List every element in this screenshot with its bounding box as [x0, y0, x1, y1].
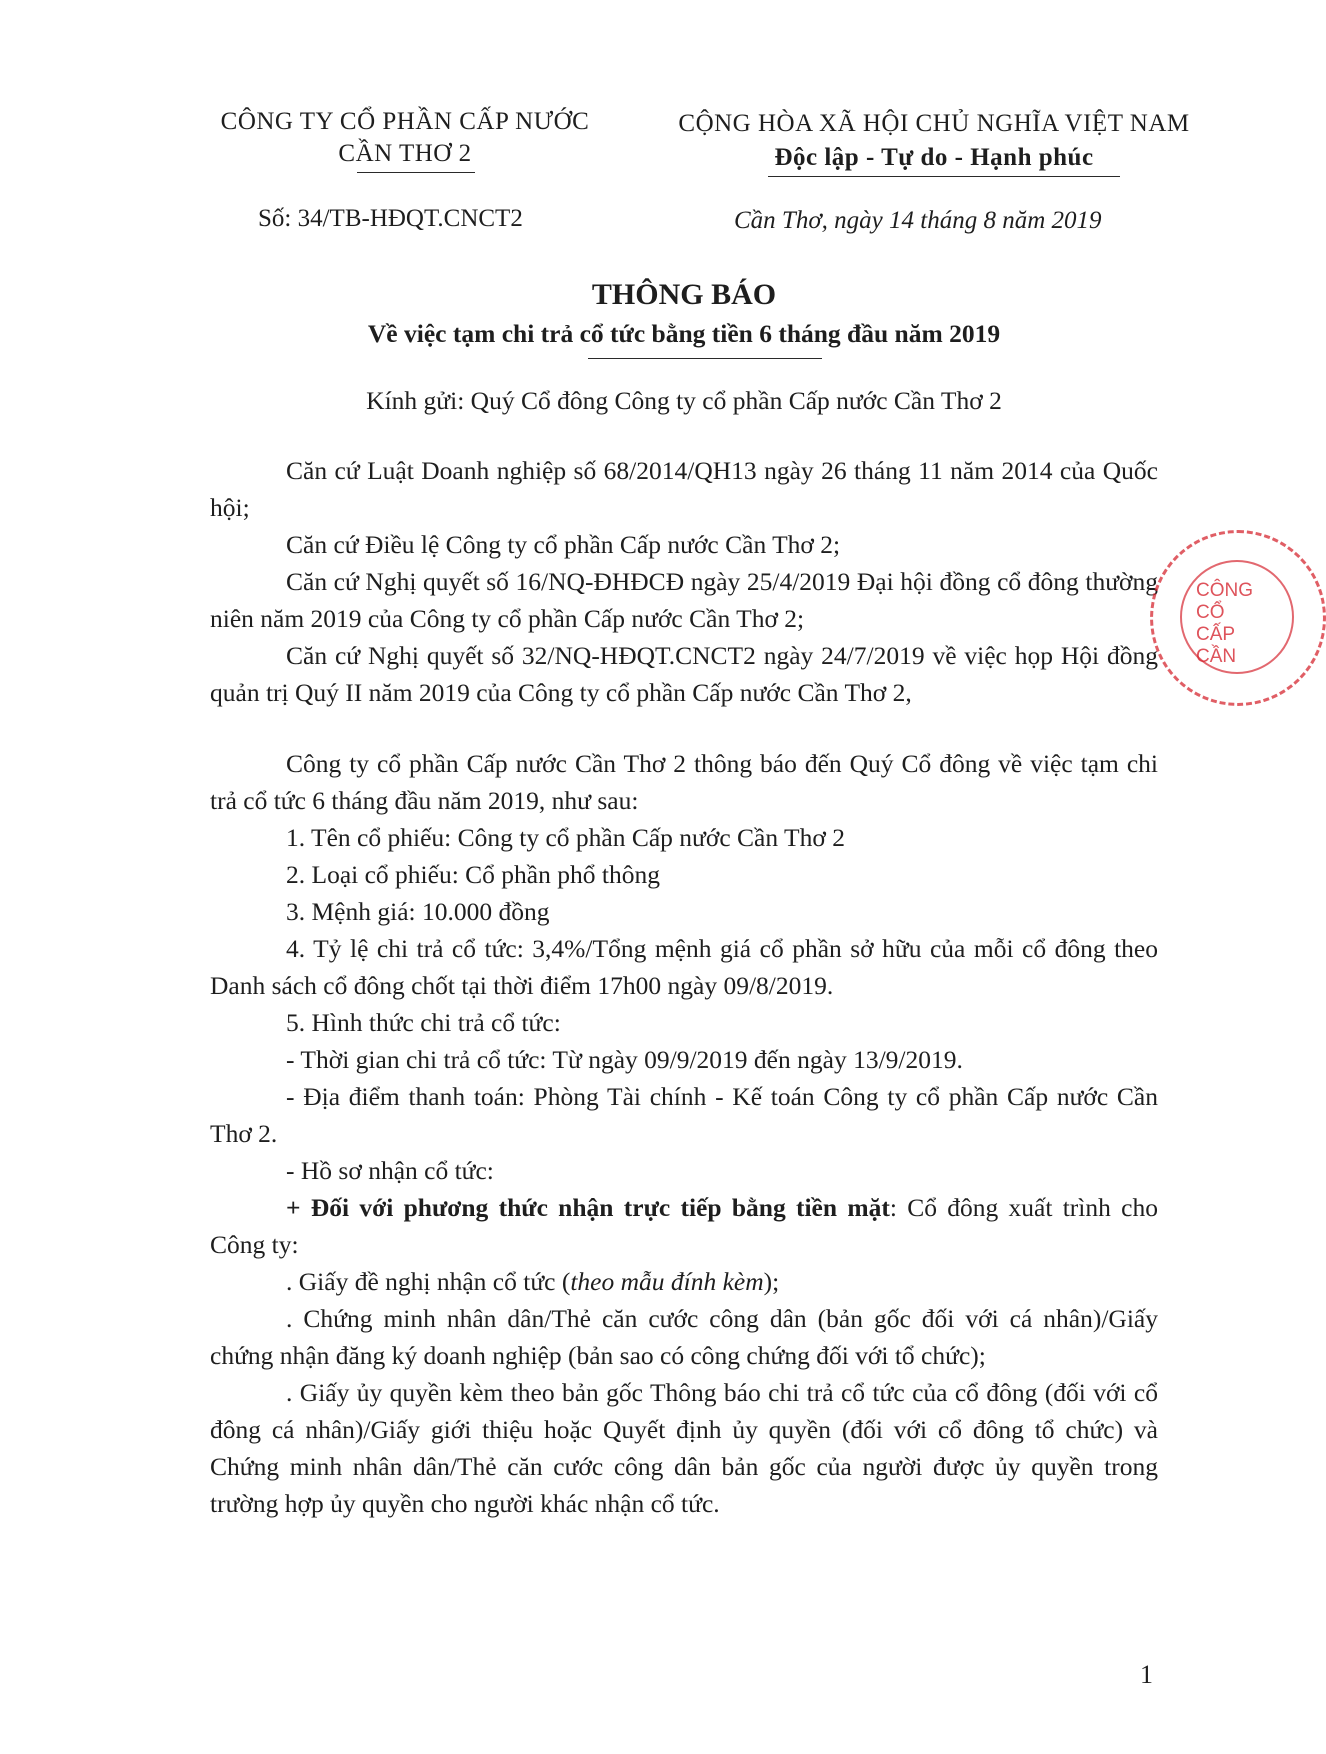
company-underline [357, 172, 475, 173]
basis-agm-resolution: Căn cứ Nghị quyết số 16/NQ-ĐHĐCĐ ngày 25/4/2019 Đại hội đồng cổ đông thường niên năm 2019 của Công ty cổ phần Cấp nước Cần Thơ 2; [210, 567, 1158, 633]
item-payment-location: - Địa điểm thanh toán: Phòng Tài chính - Kế toán Công ty cổ phần Cấp nước Cần Thơ 2. [210, 1082, 1158, 1148]
company-name-line2: CẦN THƠ 2 [338, 140, 472, 167]
legal-bases [210, 452, 1158, 711]
announcement-body [210, 745, 1158, 1522]
national-motto [648, 110, 1220, 172]
place-date: Cần Thơ, ngày 14 tháng 8 năm 2019 [734, 207, 1102, 234]
document-title: THÔNG BÁO [591, 278, 777, 311]
item-par-value: 3. Mệnh giá: 10.000 đồng [286, 897, 550, 926]
cash-bullet-id: . Chứng minh nhân dân/Thẻ căn cước công dân (bản gốc đối với cá nhân)/Giấy chứng nhận đăng ký doanh nghiệp (bản sao có công chứng đối với tổ chức); [210, 1304, 1158, 1370]
cash-method-label: + Đối với phương thức nhận trực tiếp bằng tiền mặt [286, 1193, 890, 1222]
document-number: Số: 34/TB-HĐQT.CNCT2 [258, 205, 523, 232]
company-seal-text: CÔNG CỔ CẤP CẦN [1196, 580, 1253, 667]
basis-charter: Căn cứ Điều lệ Công ty cổ phần Cấp nước Cần Thơ 2; [286, 530, 841, 559]
item-payment-time: - Thời gian chi trả cổ tức: Từ ngày 09/9/2019 đến ngày 13/9/2019. [286, 1045, 963, 1074]
item-stock-name: 1. Tên cổ phiếu: Công ty cổ phần Cấp nước Cần Thơ 2 [286, 823, 845, 852]
cash-bullet-authorization: . Giấy ủy quyền kèm theo bản gốc Thông báo chi trả cổ tức của cổ đông (đối với cổ đông cá nhân)/Giấy giới thiệu hoặc Quyết định ủy quyền (đối với cổ đông tổ chức) và Chứng minh nhân dân/Thẻ căn cước công dân bản gốc của người được ủy quyền trong trường hợp ủy quyền cho người khác nhận cổ tức. [210, 1378, 1158, 1518]
item-documents: - Hồ sơ nhận cổ tức: [286, 1156, 494, 1185]
item-dividend-ratio: 4. Tỷ lệ chi trả cổ tức: 3,4%/Tổng mệnh giá cổ phần sở hữu của mỗi cổ đông theo Danh sách cổ đông chốt tại thời điểm 17h00 ngày 09/8/2019. [210, 934, 1158, 1000]
company-name [190, 108, 620, 168]
motto: Độc lập - Tự do - Hạnh phúc [774, 144, 1094, 171]
basis-law: Căn cứ Luật Doanh nghiệp số 68/2014/QH13 ngày 26 tháng 11 năm 2014 của Quốc hội; [210, 456, 1158, 522]
page-number: 1 [1140, 1660, 1153, 1689]
document-subtitle: Về việc tạm chi trả cổ tức bằng tiền 6 tháng đầu năm 2019 [367, 319, 1001, 348]
basis-board-resolution: Căn cứ Nghị quyết số 32/NQ-HĐQT.CNCT2 ngày 24/7/2019 về việc họp Hội đồng quản trị Quý II năm 2019 của Công ty cổ phần Cấp nước Cần Thơ 2, [210, 641, 1158, 707]
item-payment-method: 5. Hình thức chi trả cổ tức: [286, 1008, 561, 1037]
cash-bullet-request-form: . Giấy đề nghị nhận cổ tức (theo mẫu đính kèm); [286, 1267, 780, 1296]
intro-paragraph: Công ty cổ phần Cấp nước Cần Thơ 2 thông báo đến Quý Cổ đông về việc tạm chi trả cổ tức 6 tháng đầu năm 2019, như sau: [210, 749, 1158, 815]
company-name-line1: CÔNG TY CỔ PHẦN CẤP NƯỚC [220, 108, 590, 135]
item-stock-type: 2. Loại cổ phiếu: Cổ phần phổ thông [286, 860, 660, 889]
motto-underline [768, 176, 1120, 177]
recipient-line: Kính gửi: Quý Cổ đông Công ty cổ phần Cấp nước Cần Thơ 2 [366, 386, 1002, 415]
cash-method-rest: : Cổ đông xuất trình cho Công ty: [210, 1193, 1158, 1259]
nation-name: CỘNG HÒA XÃ HỘI CHỦ NGHĨA VIỆT NAM [678, 110, 1190, 137]
cash-method [210, 1189, 1158, 1263]
title-underline [588, 358, 822, 359]
cash-bullet-form-note: theo mẫu đính kèm [570, 1267, 764, 1296]
